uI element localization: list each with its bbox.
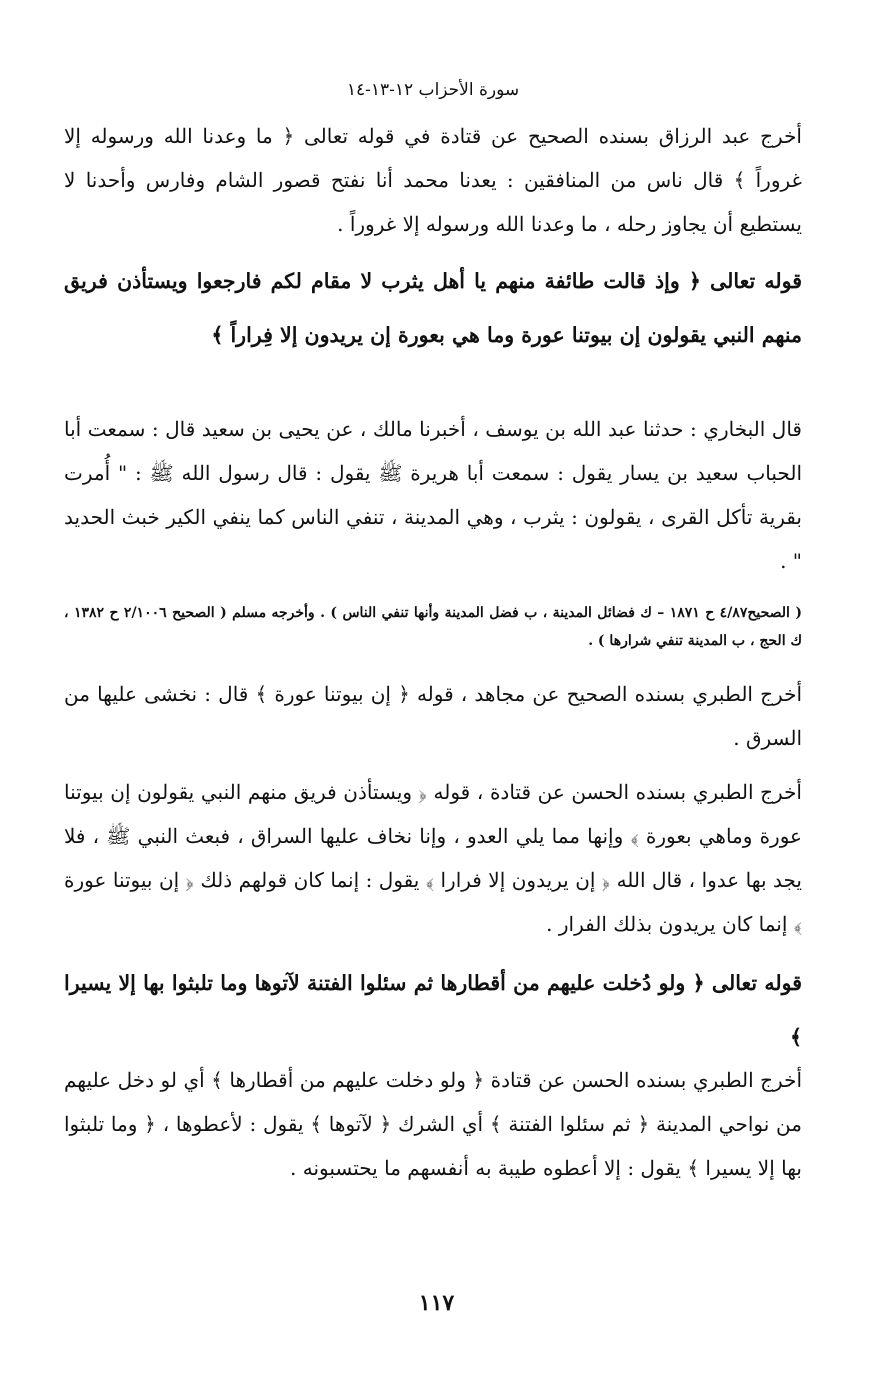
verse-heading-aqtariha: قوله تعالى ﴿ ولو دُخلت عليهم من أقطارها ثم سئلوا الفتنة لآتوها وما تلبثوا بها إلا يسيرا ﴾	[64, 971, 802, 1049]
running-header: سورة الأحزاب ١٢-١٣-١٤	[346, 80, 520, 100]
paragraph-tabari-mujahid: أخرج الطبري بسنده الصحيح عن مجاهد ، قوله ﴿ إن بيوتنا عورة ﴾ قال : نخشى عليها من السرق .	[64, 682, 802, 750]
paragraph-tabari-qatada-1: أخرج الطبري بسنده الحسن عن قتادة ، قوله ﴿ ويستأذن فريق منهم النبي يقولون إن بيوتنا عورة وماهي بعورة ﴾ وإنها مما يلي العدو ، وإنا نخاف عليها السراق ، فبعث النبي ﷺ ، فلا يجد بها عدوا ، قال الله ﴿ إن يريدون إلا فرارا ﴾ يقول : إنما كان قولهم ذلك ﴿ إن بيوتنا عورة ﴾ إنما كان يريدون بذلك الفرار .	[64, 780, 802, 936]
paragraph-abdulrazzaq-report: أخرج عبد الرزاق بسنده الصحيح عن قتادة في قوله تعالى ﴿ ما وعدنا الله ورسوله إلا غروراً ﴾ قال ناس من المنافقين : يعدنا محمد أنا نفتح قصور الشام وفارس وأحدنا لا يستطيع أن يجاوز رحله ، ما وعدنا الله ورسوله إلا غروراً .	[64, 124, 802, 236]
paragraph-bukhari-hadith: قال البخاري : حدثنا عبد الله بن يوسف ، أخبرنا مالك ، عن يحيى بن سعيد قال : سمعت أبا الحباب سعيد بن يسار يقول : سمعت أبا هريرة ﷺ يقول : قال رسول الله ﷺ : " أُمرت بقرية تأكل القرى ، يقولون : يثرب ، وهي المدينة ، تنفي الناس كما ينفي الكير خبث الحديد " .	[64, 417, 802, 573]
hadith-reference-note: ( الصحيح٤/٨٧ ح ١٨٧١ – ك فضائل المدينة ، ب فضل المدينة وأنها تنفي الناس ) . وأخرجه مسلم ( الصحيح ٢/١٠٠٦ ح ١٣٨٢ ، ك الحج ، ب المدينة تنفي شرارها ) .	[64, 605, 802, 649]
paragraph-tabari-qatada-2: أخرج الطبري بسنده الحسن عن قتادة ﴿ ولو دخلت عليهم من أقطارها ﴾ أي لو دخل عليهم من نواحي المدينة ﴿ ثم سئلوا الفتنة ﴾ أي الشرك ﴿ لآتوها ﴾ يقول : لأعطوها ، ﴿ وما تلبثوا بها إلا يسيرا ﴾ يقول : إلا أعطوه طيبة به أنفسهم ما يحتسبونه .	[64, 1068, 802, 1180]
page-number: ١١٧	[418, 1290, 455, 1316]
verse-heading-yathrib: قوله تعالى ﴿ وإذ قالت طائفة منهم يا أهل يثرب لا مقام لكم فارجعوا ويستأذن فريق منهم النبي يقولون إن بيوتنا عورة وما هي بعورة إن يريدون إلا فِراراً ﴾	[64, 269, 802, 347]
